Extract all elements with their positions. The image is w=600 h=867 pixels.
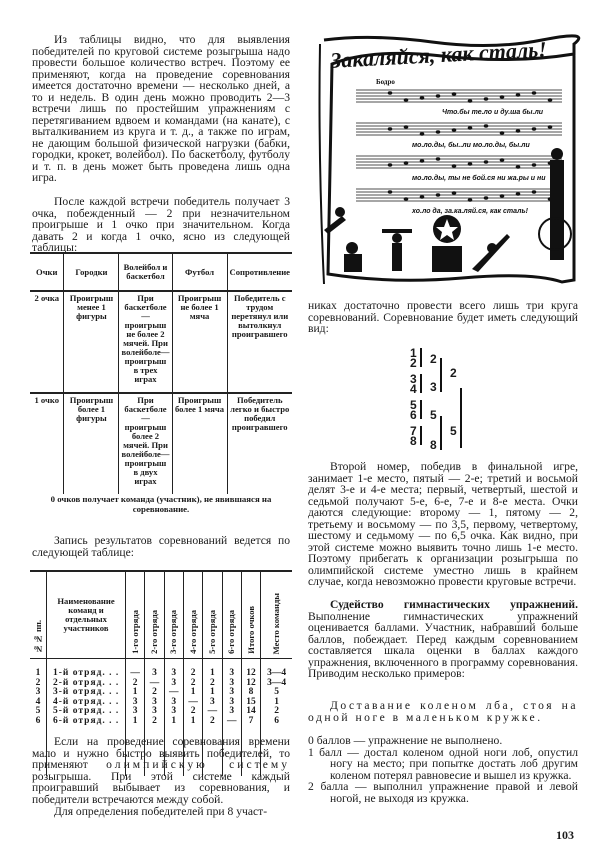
note [388,163,393,166]
cell: 3 [222,698,241,708]
paragraph-gymnastics-judging [308,599,578,680]
cell: — [222,717,241,777]
cell: 1 [261,698,292,708]
cell: 6 [35,715,41,726]
exercise-title: Доставание коленом лба, стоя на одной ноге в маленьком кружке. [308,699,578,724]
cell: 2-й отряд. . . [47,679,126,689]
cell: 3—4 [261,679,292,689]
table-header-row [30,253,292,291]
header-cell: Волейбол и баскетбол [119,253,172,291]
header-cell: Наименование команд и отдельных участников [47,571,126,659]
cell: 1 [35,668,41,678]
cell: 5 [35,706,41,716]
bracket-round2: 8 [430,438,437,452]
lyrics-line: Что.бы те.ло и ду.ша бы.ли [442,109,544,116]
cell: 3 [222,707,241,717]
header-cell: Городки [64,253,119,291]
note [468,198,473,201]
score-item: 0 баллов — упражнение не выполнено. [308,734,503,747]
olympic-bracket [410,346,530,452]
text: Выполнение гимнастических упражнений оценивается баллами. Участник, набравший больше баллов, побеждает. Перед каждым соревнованием составляется шкала оценки в баллах каждого упражнения, включенного в программу соревнования. Приводим несколько примеров: [308,609,578,680]
cell: 4 [35,696,41,707]
note [468,126,473,129]
cell: 2 [183,679,202,689]
header-cell: 2-го отряда [148,610,159,654]
bracket-seed: 8 [410,434,417,448]
header-cell: Сопротивление [227,253,292,291]
section-heading: Судейство гимнастических упражнений. [330,598,578,611]
cell: 1 [164,717,183,777]
note [404,125,409,128]
cell: Проигрыш менее 1 фигуры [64,291,119,393]
note [388,91,393,94]
cell: При баскетболе—проигрыш не более 2 мячей. При волейболе—проигрыш в трех играх [119,291,172,393]
cell: 3 [145,707,164,717]
points-table [30,252,292,494]
emphasis-olympic-system: олимпийскую систему [106,758,290,771]
note [404,98,409,101]
header-cell: Очки [30,253,64,291]
text: Если на проведение соревнования времени мало и нужно быстро выявить победителей, то применяют [32,735,290,771]
cell: Проигрыш более 1 мяча [172,393,227,494]
note [516,165,521,168]
note [436,94,441,97]
note [516,129,521,132]
cell: 3 [164,698,183,708]
cell: 5 [261,688,292,698]
note [468,99,473,102]
table-header-row [30,571,292,659]
note [452,92,457,95]
note [452,164,457,167]
cell: 1 очко [34,395,59,405]
cell: 5-й отряд. . . [47,707,126,717]
song-illustration [312,34,588,292]
note [404,161,409,164]
bracket-seed: 1 [410,346,417,360]
paragraph-three-rounds: никах достаточно провести всего лишь три круга соревнований. Соревнование будет иметь следующий вид: [308,299,578,335]
paragraph-results-record: Запись результатов соревнований ведется по следующей таблице: [32,534,290,559]
cell: 1 [203,688,222,698]
cell: 3 [164,659,183,679]
note [420,195,425,198]
paragraph-olympic-system [32,736,290,805]
illustration-title: Закаляйся, как сталь! [329,36,548,73]
music-staves [356,90,562,215]
cell: 2 [35,677,41,688]
cell: 3 [203,698,222,708]
note [484,160,489,163]
note [420,132,425,135]
note [452,128,457,131]
note [484,124,489,127]
cell: — [126,659,145,679]
header-cell: 3-го отряда [168,610,179,654]
cell: 2 [203,679,222,689]
table-row [30,291,292,393]
table-row [30,393,292,494]
cell: 6 [261,717,292,777]
cell: 2 [126,679,145,689]
cell: — [183,698,202,708]
score-item: 2 балла — выполнил упражнение правой и левой ногой, не выходя из кружка. [308,780,578,805]
header-cell: 4-го отряда [187,610,198,654]
cell: — [203,707,222,717]
cell: 3 [126,707,145,717]
note [468,162,473,165]
cell: При баскетболе—проигрыш более 2 мячей. При волейболе—проигрыш в двух играх [119,393,172,494]
cell: 2 [183,659,202,679]
cell: 4-й отряд. . . [47,698,126,708]
note [548,98,553,101]
note [532,91,537,94]
note [404,197,409,200]
cell: 12 [241,679,260,689]
cell: 3 [222,679,241,689]
header-cell: Место команды [271,592,282,654]
note [532,163,537,166]
bracket-round3: 5 [450,424,457,438]
header-cell: 6-го отряда [226,610,237,654]
cell: 3 [164,679,183,689]
table-note: 0 очков получает команда (участник), не явившаяся на соревнование. [50,494,272,514]
cell: 1 [203,659,222,679]
cell: 8 [241,688,260,698]
cell: Проигрыш не более 1 мяча [172,291,227,393]
cell: 3-й отряд. . . [47,688,126,698]
cell: 3 [222,688,241,698]
cell: — [145,679,164,689]
cell: 3 [145,698,164,708]
cell: 3 [222,659,241,679]
lyrics-line: хо.ло да, за.ка.ляй.ся, как сталь! [412,208,528,215]
text: розыгрыша. При этой системе каждый проигравший выбывает из соревнования, и победители встречаются между собой. [32,769,290,806]
cell: 2 [145,688,164,698]
bracket-seed: 3 [410,372,417,386]
score-item: 1 балл — достал коленом одной ноги лоб, опустил ногу на место; при попытке достать лоб другим коленом потерял равновесие и вышел из кружка. [308,745,578,782]
cell: 2 очка [30,291,64,393]
note [516,93,521,96]
cell: 14 [241,707,260,717]
bracket-seed: 4 [410,382,417,396]
cell: 2 [183,707,202,717]
cell: 15 [241,698,260,708]
note [500,158,505,161]
note [484,196,489,199]
note [516,192,521,195]
cell: 3 [164,707,183,717]
note [500,131,505,134]
header-cell: №№ пп. [32,619,43,654]
bracket-seed: 5 [410,398,417,412]
lyrics-line: мо.ло.ды, бы..ли мо.ло.ды, бы.ли [412,142,530,149]
lyrics-line: мо.ло.ды, ты не бой.ся ни жа.ры и ни [412,175,546,182]
header-cell: Итого очков [245,606,256,654]
table-row [30,659,292,679]
cell: Победитель с трудом перетянул или вытолкнул проигравшего [227,291,292,393]
header-cell: 5-го отряда [206,610,217,654]
cell: 3 [145,659,164,679]
cell: 2 [261,707,292,717]
note [500,194,505,197]
note [420,159,425,162]
page-number: 103 [556,828,574,842]
cell: 3—4 [261,659,292,679]
cell: 3 [126,698,145,708]
cell: — [164,688,183,698]
note [436,193,441,196]
note [452,191,457,194]
paragraph-round-robin: Из таблицы видно, что для выявления победителей по круговой системе розыгрыша надо провести большое количество встреч. Поэтому ее применяют, когда на проведение соревнования имеется достаточно времени — несколько дней, а то и недель. В один день можно проводить 2—3 встречи лишь по простейшим упражнениям с перетягиванием вдвоем и командами (на канате), с выталкиванием из круга и т. д., а также по играм, не дающим большой физической нагрузки (бабки, городки, крокет, волейбол). По баскетболу, футболу и т. п. в день может быть проведена лишь одна игра. [32,33,290,184]
note [388,190,393,193]
bracket-round2: 5 [430,408,437,422]
cell: 12 [241,659,260,679]
note [484,97,489,100]
bracket-round3: 2 [450,366,457,380]
header-cell: 1-го отряда [129,610,140,654]
cell: 2 [145,717,164,777]
cell: Победитель легко и быстро победил проигравшего [227,393,292,494]
cell: 7 [241,717,260,777]
note [388,127,393,130]
cell: 3 [35,687,41,697]
paragraph-olympic-places: Второй номер, победив в финальной игре, занимает 1-е место, пятый — 2-е; третий и восьмой делят 3-е и 4-е места; первый, четвертый, шестой и седьмой получают 5-е, 6-е, 7-е и 8-е места. Очки даются следующие: второму — 1, пятому — 2, третьему и восьмому — по 3,5, первому, четвертому, шестому и седьмому — по 6,5 очка. Как видно, при этой системе можно выявить точно лишь 1-е место. Поэтому прибегать к организации розыгрыша по олимпийской системе уместно лишь в крайнем случае, когда невозможно провести круговые встречи. [308,460,578,588]
note [532,190,537,193]
bracket-seed: 6 [410,408,417,422]
cell: 1 [183,688,202,698]
paragraph-eight-participants: Для определения победителей при 8 участ- [54,805,268,818]
cell: 1 [126,688,145,698]
cell: 1 [183,717,202,777]
note [436,130,441,133]
cell: 6-й отряд. . . [47,717,126,777]
cell: 2 [203,717,222,777]
bracket-round2: 3 [430,380,437,394]
header-cell: Футбол [172,253,227,291]
paragraph-points: После каждой встречи победитель получает 3 очка, побежденный — 2 при незначительном проигрыше и 1 очко при значительном. Когда давать 2 и когда 1 очко, ясно из следующей таблицы: [32,195,290,254]
note [436,157,441,160]
score-list [308,735,578,804]
cell: 1 [126,717,145,777]
cell: 1-й отряд. . . [47,659,126,679]
bracket-seed: 2 [410,356,417,370]
note [420,96,425,99]
note [500,95,505,98]
tempo-label: Бодро [376,78,395,86]
note [548,125,553,128]
cell: Проигрыш более 1 фигуры [64,393,119,494]
bracket-seed: 7 [410,424,417,438]
note [532,127,537,130]
bracket-round2: 2 [430,352,437,366]
